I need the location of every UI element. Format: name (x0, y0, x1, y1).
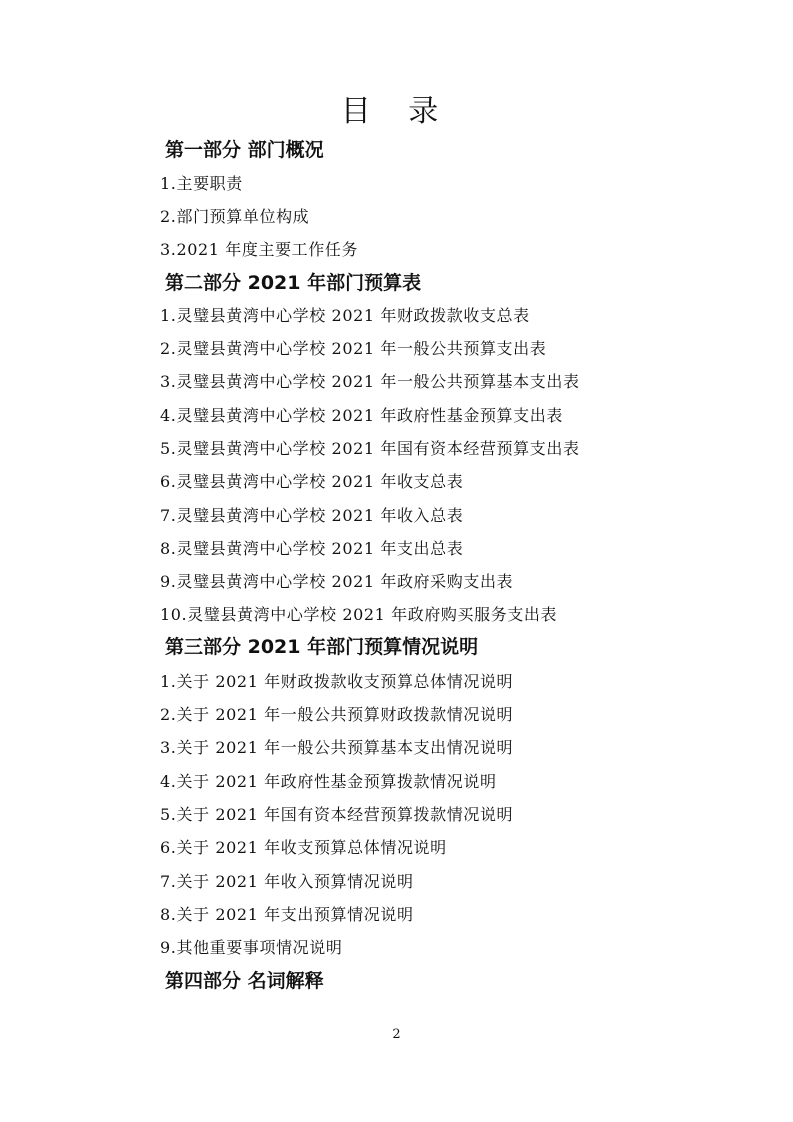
toc-item[interactable]: 9.其他重要事项情况说明 (160, 938, 343, 957)
section-heading-part-2[interactable]: 第二部分 2021 年部门预算表 (165, 272, 422, 294)
toc-item[interactable]: 3.灵璧县黄湾中心学校 2021 年一般公共预算基本支出表 (160, 372, 580, 391)
toc-item[interactable]: 7.灵璧县黄湾中心学校 2021 年收入总表 (160, 506, 464, 525)
page-number: 2 (392, 1027, 401, 1042)
toc-item[interactable]: 3.2021 年度主要工作任务 (160, 240, 359, 259)
page-title: 目 录 (340, 94, 453, 129)
toc-item[interactable]: 1.主要职责 (160, 174, 243, 193)
section-heading-part-3[interactable]: 第三部分 2021 年部门预算情况说明 (165, 636, 479, 658)
toc-item[interactable]: 1.关于 2021 年财政拨款收支预算总体情况说明 (160, 672, 514, 691)
toc-item[interactable]: 8.关于 2021 年支出预算情况说明 (160, 905, 414, 924)
toc-item[interactable]: 1.灵璧县黄湾中心学校 2021 年财政拨款收支总表 (160, 306, 530, 325)
toc-item[interactable]: 2.灵璧县黄湾中心学校 2021 年一般公共预算支出表 (160, 339, 547, 358)
toc-item[interactable]: 2.部门预算单位构成 (160, 207, 310, 226)
toc-item[interactable]: 6.灵璧县黄湾中心学校 2021 年收支总表 (160, 472, 464, 491)
toc-item[interactable]: 5.关于 2021 年国有资本经营预算拨款情况说明 (160, 805, 514, 824)
toc-item[interactable]: 5.灵璧县黄湾中心学校 2021 年国有资本经营预算支出表 (160, 439, 580, 458)
toc-item[interactable]: 4.灵璧县黄湾中心学校 2021 年政府性基金预算支出表 (160, 406, 563, 425)
toc-item[interactable]: 7.关于 2021 年收入预算情况说明 (160, 872, 414, 891)
toc-item[interactable]: 4.关于 2021 年政府性基金预算拨款情况说明 (160, 772, 497, 791)
section-heading-part-4[interactable]: 第四部分 名词解释 (165, 970, 324, 992)
toc-item[interactable]: 8.灵璧县黄湾中心学校 2021 年支出总表 (160, 539, 464, 558)
toc-item[interactable]: 2.关于 2021 年一般公共预算财政拨款情况说明 (160, 705, 514, 724)
toc-item[interactable]: 9.灵璧县黄湾中心学校 2021 年政府采购支出表 (160, 572, 514, 591)
toc-item[interactable]: 6.关于 2021 年收支预算总体情况说明 (160, 838, 447, 857)
toc-item[interactable]: 3.关于 2021 年一般公共预算基本支出情况说明 (160, 738, 514, 757)
toc-item[interactable]: 10.灵璧县黄湾中心学校 2021 年政府购买服务支出表 (160, 605, 558, 624)
section-heading-part-1[interactable]: 第一部分 部门概况 (165, 139, 324, 161)
